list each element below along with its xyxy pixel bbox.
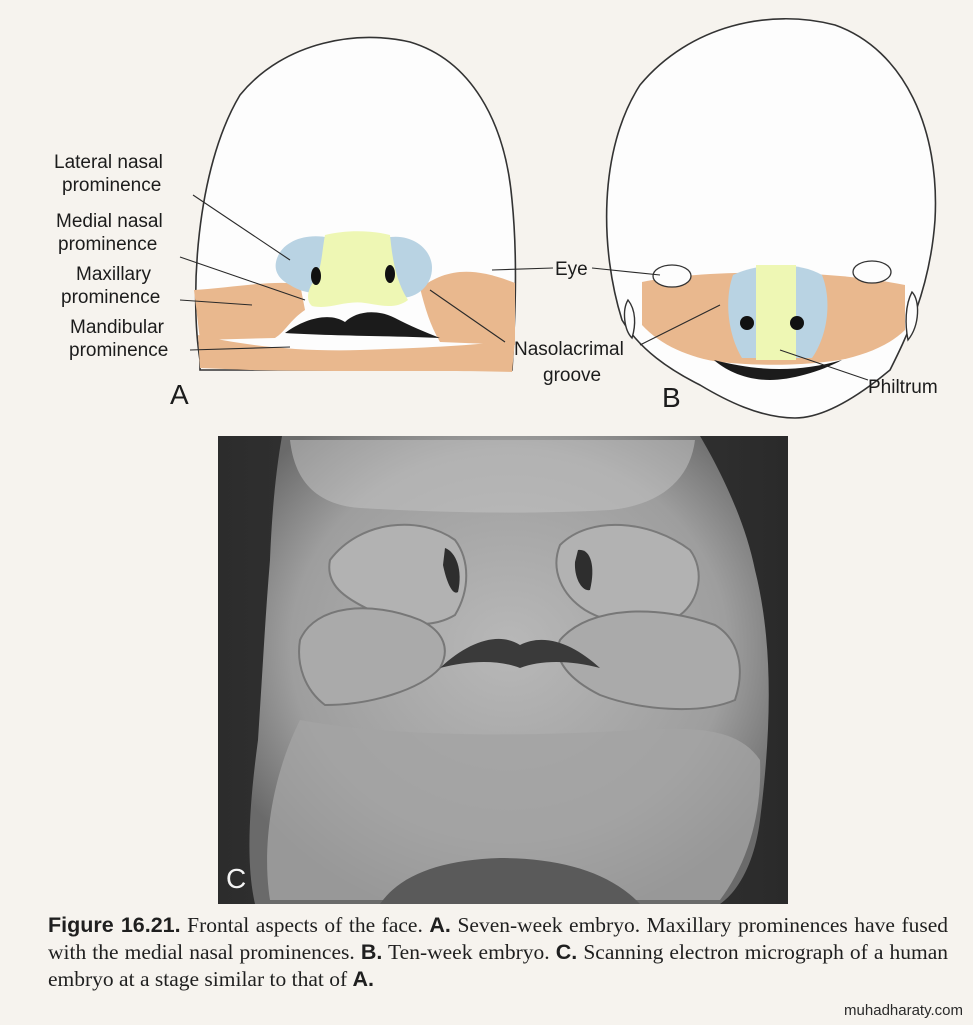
label-eye: Eye (555, 259, 588, 280)
diagram-b (514, 19, 938, 418)
label-nasolacrimal-line1: Nasolacrimal (514, 339, 624, 360)
caption-a-label: A. (429, 913, 451, 937)
panel-label-b: B (662, 382, 681, 413)
nostril-b-left (740, 316, 754, 330)
label-philtrum: Philtrum (868, 377, 938, 398)
micrograph-c (218, 436, 788, 904)
caption-intro: Frontal aspects of the face. (187, 913, 423, 937)
caption-c-text: Scanning electron micrograph of a human embryo at a stage similar to that of (48, 940, 949, 991)
caption-c-label: C. (555, 940, 578, 964)
nostril-a-right (385, 265, 395, 283)
diagram-a (54, 37, 553, 410)
caption-figure-number: Figure 16.21. (48, 913, 181, 937)
caption-c-ref: A. (352, 967, 374, 991)
caption-b-text: Ten-week embryo. (388, 940, 550, 964)
nostril-b-right (790, 316, 804, 330)
label-maxillary-line1: Maxillary (76, 264, 151, 285)
panel-label-a: A (170, 379, 189, 410)
label-lateral-nasal-line2: prominence (62, 175, 162, 196)
forehead-region (290, 440, 695, 513)
caption-a-text: Seven-week embryo. Maxillary prominences have fused with the medial nasal prominences. (48, 913, 949, 964)
panel-label-c: C (226, 863, 247, 894)
nostril-a-left (311, 267, 321, 285)
label-mandibular-line1: Mandibular (70, 317, 164, 338)
caption-b-label: B. (360, 940, 383, 964)
label-lateral-nasal-line1: Lateral nasal (54, 152, 163, 173)
eye-b-left (653, 265, 691, 287)
philtrum-region-b (756, 265, 796, 360)
watermark: muhadharaty.com (844, 1002, 963, 1019)
label-medial-nasal-line1: Medial nasal (56, 211, 163, 232)
label-maxillary-line2: prominence (61, 287, 161, 308)
label-nasolacrimal-line2: groove (543, 365, 602, 386)
label-medial-nasal-line2: prominence (58, 234, 158, 255)
eye-b-right (853, 261, 891, 283)
label-mandibular-line2: prominence (69, 340, 169, 361)
figure-caption (48, 912, 948, 993)
